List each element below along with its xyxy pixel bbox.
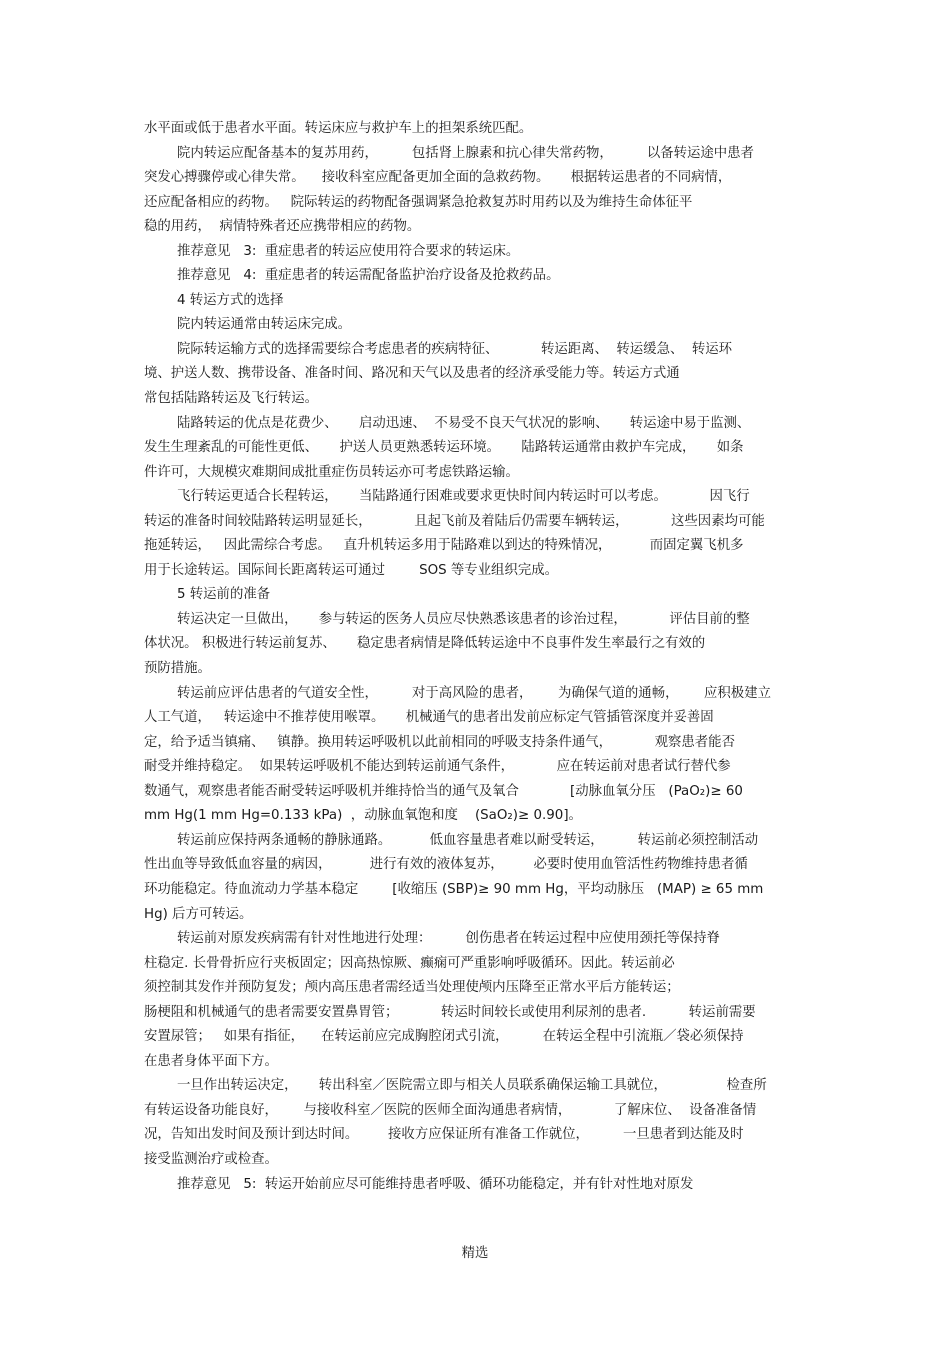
text-line: mm Hg(1 mm Hg=0.133 kPa) ，动脉血氧饱和度 (SaO₂)≥ 0.90]。 xyxy=(144,808,582,824)
text-line: 突发心搏骤停或心律失常。 接收科室应配备更加全面的急救药物。 根据转运患者的不同病情， xyxy=(144,170,732,186)
document-body xyxy=(144,117,809,1197)
text-line: 稳的用药， 病情特殊者还应携带相应的药物。 xyxy=(144,219,421,235)
text-line: 用于长途转运。国际间长距离转运可通过 SOS 等专业组织完成。 xyxy=(144,562,559,578)
text-line: 耐受并维持稳定。 如果转运呼吸机不能达到转运前通气条件， 应在转运前对患者试行替代参 xyxy=(144,759,731,775)
text-line: 拖延转运， 因此需综合考虑。 直升机转运多用于陆路难以到达的特殊情况， 而固定翼飞机多 xyxy=(144,538,744,554)
text-line: 体状况。 积极进行转运前复苏、 稳定患者病情是降低转运途中不良事件发生率最行之有效的 xyxy=(144,636,706,652)
text-line: 转运前对原发疾病需有针对性地进行处理： 创伤患者在转运过程中应使用颈托等保持脊 xyxy=(177,931,720,947)
page-footer: 精选 xyxy=(461,1246,489,1261)
text-line: 转运前应保持两条通畅的静脉通路。 低血容量患者难以耐受转运， 转运前必须控制活动 xyxy=(177,832,759,848)
text-line: 性出血等导致低血容量的病因， 进行有效的液体复苏， 必要时使用血管活性药物维持患者循 xyxy=(144,857,748,873)
text-line: 院际转运输方式的选择需要综合考虑患者的疾病特征、 转运距离、 转运缓急、 转运环 xyxy=(177,341,733,357)
text-line: 接受监测治疗或检查。 xyxy=(144,1151,278,1167)
text-line: 还应配备相应的药物。 院际转运的药物配备强调紧急抢救复苏时用药以及为维持生命体征平 xyxy=(144,194,693,210)
text-line: 须控制其发作并预防复发；颅内高压患者需经适当处理使颅内压降至正常水平后方能转运； xyxy=(144,980,680,996)
text-line: 预防措施。 xyxy=(144,661,211,677)
text-line: 人工气道， 转运途中不推荐使用喉罩。 机械通气的患者出发前应标定气管插管深度并妥善固 xyxy=(144,710,714,726)
text-line: 境、护送人数、携带设备、准备时间、路况和天气以及患者的经济承受能力等。转运方式通 xyxy=(144,366,680,382)
text-line: 4 转运方式的选择 xyxy=(177,292,284,308)
text-line: 转运前应评估患者的气道安全性， 对于高风险的患者， 为确保气道的通畅， 应积极建立 xyxy=(177,685,771,701)
text-line: 推荐意见 5: 转运开始前应尽可能维持患者呼吸、循环功能稳定，并有针对性地对原发 xyxy=(177,1176,694,1192)
text-line: 环功能稳定。待血流动力学基本稳定 [收缩压 (SBP)≥ 90 mm Hg，平均动脉压 (MAP) ≥ 65 mm xyxy=(144,881,764,897)
text-line: 院内转运通常由转运床完成。 xyxy=(177,317,352,333)
text-line: 件许可，大规模灾难期间成批重症伤员转运亦可考虑铁路运输。 xyxy=(144,464,519,480)
text-line: 水平面或低于患者水平面。转运床应与救护车上的担架系统匹配。 xyxy=(144,121,533,136)
text-line: 安置尿管； 如果有指征， 在转运前应完成胸腔闭式引流， 在转运全程中引流瓶／袋必须保持 xyxy=(144,1029,744,1045)
text-line: 柱稳定. 长骨骨折应行夹板固定；因高热惊厥、癫痫可严重影响呼吸循环。因此。转运前必 xyxy=(144,955,675,971)
text-line: 发生生理紊乱的可能性更低、 护送人员更熟悉转运环境。 陆路转运通常由救护车完成， 如条 xyxy=(144,440,744,456)
text-line: 5 转运前的准备 xyxy=(177,587,271,603)
text-line: 在患者身体平面下方。 xyxy=(144,1053,278,1069)
text-line: 转运决定一旦做出， 参与转运的医务人员应尽快熟悉该患者的诊治过程， 评估目前的整 xyxy=(177,611,750,627)
text-line: 肠梗阻和机械通气的患者需要安置鼻胃管； 转运时间较长或使用利尿剂的患者. 转运前需要 xyxy=(144,1004,756,1020)
text-line: 定，给予适当镇痛、 镇静。换用转运呼吸机以此前相同的呼吸支持条件通气， 观察患者能否 xyxy=(144,734,735,750)
text-line: Hg) 后方可转运。 xyxy=(144,906,253,922)
text-line: 陆路转运的优点是花费少、 启动迅速、 不易受不良天气状况的影响、 转运途中易于监测、 xyxy=(177,415,751,431)
text-line: 推荐意见 3: 重症患者的转运应使用符合要求的转运床。 xyxy=(177,243,520,259)
text-line: 况，告知出发时间及预计到达时间。 接收方应保证所有准备工作就位， 一旦患者到达能及时 xyxy=(144,1127,744,1143)
text-line: 院内转运应配备基本的复苏用药， 包括肾上腺素和抗心律失常药物， 以备转运途中患者 xyxy=(177,145,754,161)
text-line: 一旦作出转运决定， 转出科室／医院需立即与相关人员联系确保运输工具就位， 检查所 xyxy=(177,1078,767,1094)
text-line: 推荐意见 4: 重症患者的转运需配备监护治疗设备及抢救药品。 xyxy=(177,268,560,284)
text-line: 有转运设备功能良好， 与接收科室／医院的医师全面沟通患者病情， 了解床位、 设备准备情 xyxy=(144,1102,757,1118)
text-line: 常包括陆路转运及飞行转运。 xyxy=(144,391,319,407)
text-line: 飞行转运更适合长程转运， 当陆路通行困难或要求更快时间内转运时可以考虑。 因飞行 xyxy=(177,489,750,505)
text-line: 数通气，观察患者能否耐受转运呼吸机并维持恰当的通气及氧合 [动脉血氧分压 (PaO₂)≥ 60 xyxy=(144,783,743,799)
text-line: 转运的准备时间较陆路转运明显延长， 且起飞前及着陆后仍需要车辆转运， 这些因素均可能 xyxy=(144,513,765,529)
